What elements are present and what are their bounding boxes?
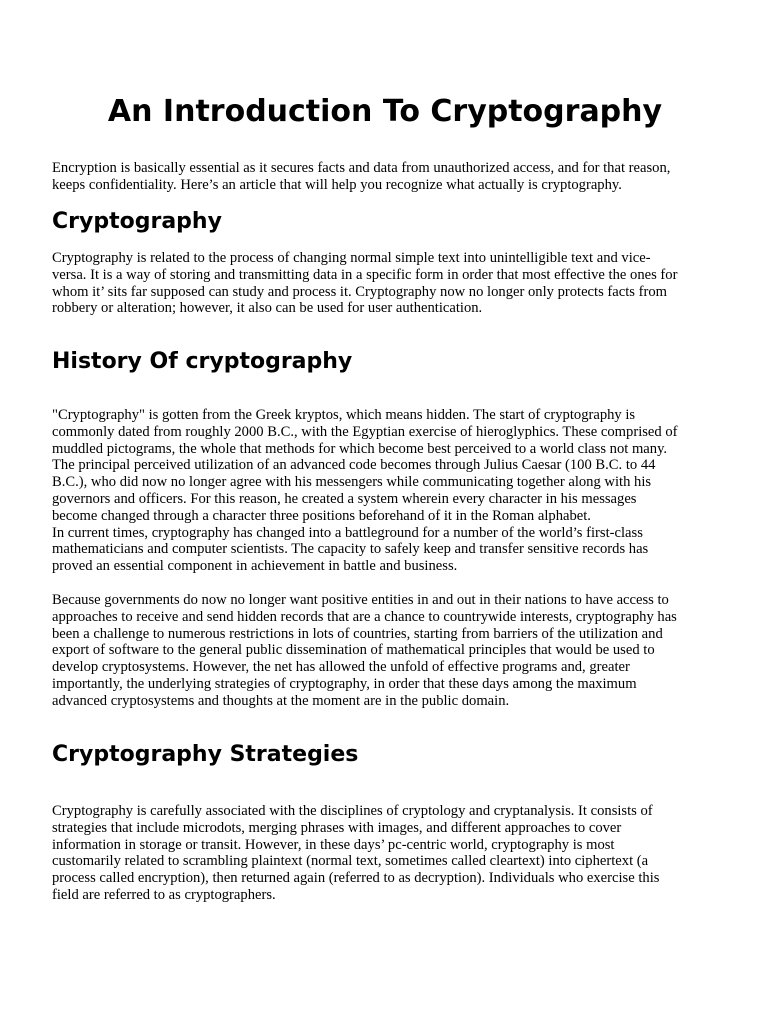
text-line: export of software to the general public dissemination of mathematical principles that would be used to — [52, 642, 655, 659]
text-line: advanced cryptosystems and thoughts at the moment are in the public domain. — [52, 692, 510, 709]
text-line: Cryptography is related to the process of changing normal simple text into unintelligible text and vice- — [52, 250, 651, 266]
text-line: Encryption is basically essential as it secures facts and data from unauthorized access, and for that reason, — [52, 160, 671, 176]
text-line: Because governments do now no longer want positive entities in and out in their nations to have access to — [52, 592, 669, 608]
text-line: keeps confidentiality. Here’s an article that will help you recognize what actually is cryptography. — [52, 176, 622, 193]
text-line: customarily related to scrambling plaintext (normal text, sometimes called cleartext) into ciphertext (a — [52, 853, 649, 870]
text-line: process called encryption), then returned again (referred to as decryption). Individuals who exercise this — [52, 870, 660, 887]
text-line: versa. It is a way of storing and transmitting data in a specific form in order that most effective the ones for — [52, 266, 678, 283]
text-line: approaches to receive and send hidden records that are a chance to countrywide interests, cryptography has — [52, 608, 677, 625]
intro-paragraph — [52, 160, 718, 194]
section-heading-history: History Of cryptography — [52, 349, 353, 374]
text-line: robbery or alteration; however, it also can be used for user authentication. — [52, 300, 483, 317]
text-line: Cryptography is carefully associated with the disciplines of cryptology and cryptanalysis. It consists of — [52, 803, 653, 819]
cryptography-paragraph — [52, 250, 718, 317]
section-heading-cryptography: Cryptography — [52, 209, 222, 234]
text-line: muddled pictograms, the whole that methods for which become best perceived to a world class not many. — [52, 440, 668, 457]
history-paragraph-2 — [52, 592, 718, 710]
text-line: information in storage or transit. However, in these days’ pc-centric world, cryptography is most — [52, 836, 615, 853]
text-line: The principal perceived utilization of an advanced code becomes through Julius Caesar (100 B.C. to 44 — [52, 457, 656, 474]
text-line: whom it’ sits far supposed can study and process it. Cryptography now no longer only protects facts from — [52, 283, 667, 300]
text-line: proved an essential component in achievement in battle and business. — [52, 558, 458, 575]
history-paragraph-1 — [52, 407, 718, 575]
section-heading-strategies: Cryptography Strategies — [52, 742, 359, 767]
text-line: mathematicians and computer scientists. The capacity to safely keep and transfer sensitive records has — [52, 541, 649, 558]
text-line: B.C.), who did now no longer agree with his messengers while communicating together along with his — [52, 474, 652, 491]
page-title: An Introduction To Cryptography — [107, 94, 663, 129]
text-line: In current times, cryptography has changed into a battleground for a number of the world’s first-class — [52, 524, 643, 541]
text-line: field are referred to as cryptographers. — [52, 886, 276, 903]
text-line: strategies that include microdots, merging phrases with images, and different approaches to cover — [52, 819, 622, 836]
strategies-paragraph — [52, 803, 718, 904]
text-line: develop cryptosystems. However, the net has allowed the unfold of effective programs and, greater — [52, 659, 630, 676]
text-line: importantly, the underlying strategies of cryptography, in order that these days among the maximum — [52, 675, 637, 692]
text-line: commonly dated from roughly 2000 B.C., with the Egyptian exercise of hieroglyphics. These comprised of — [52, 423, 678, 440]
text-line: been a challenge to numerous restrictions in lots of countries, starting from barriers of the utilization and — [52, 625, 663, 642]
text-line: become changed through a character three positions beforehand of it in the Roman alphabet. — [52, 507, 591, 524]
text-line: governors and officers. For this reason, he created a system wherein every character in his messages — [52, 490, 637, 507]
text-line: "Cryptography" is gotten from the Greek kryptos, which means hidden. The start of cryptography is — [52, 407, 636, 423]
